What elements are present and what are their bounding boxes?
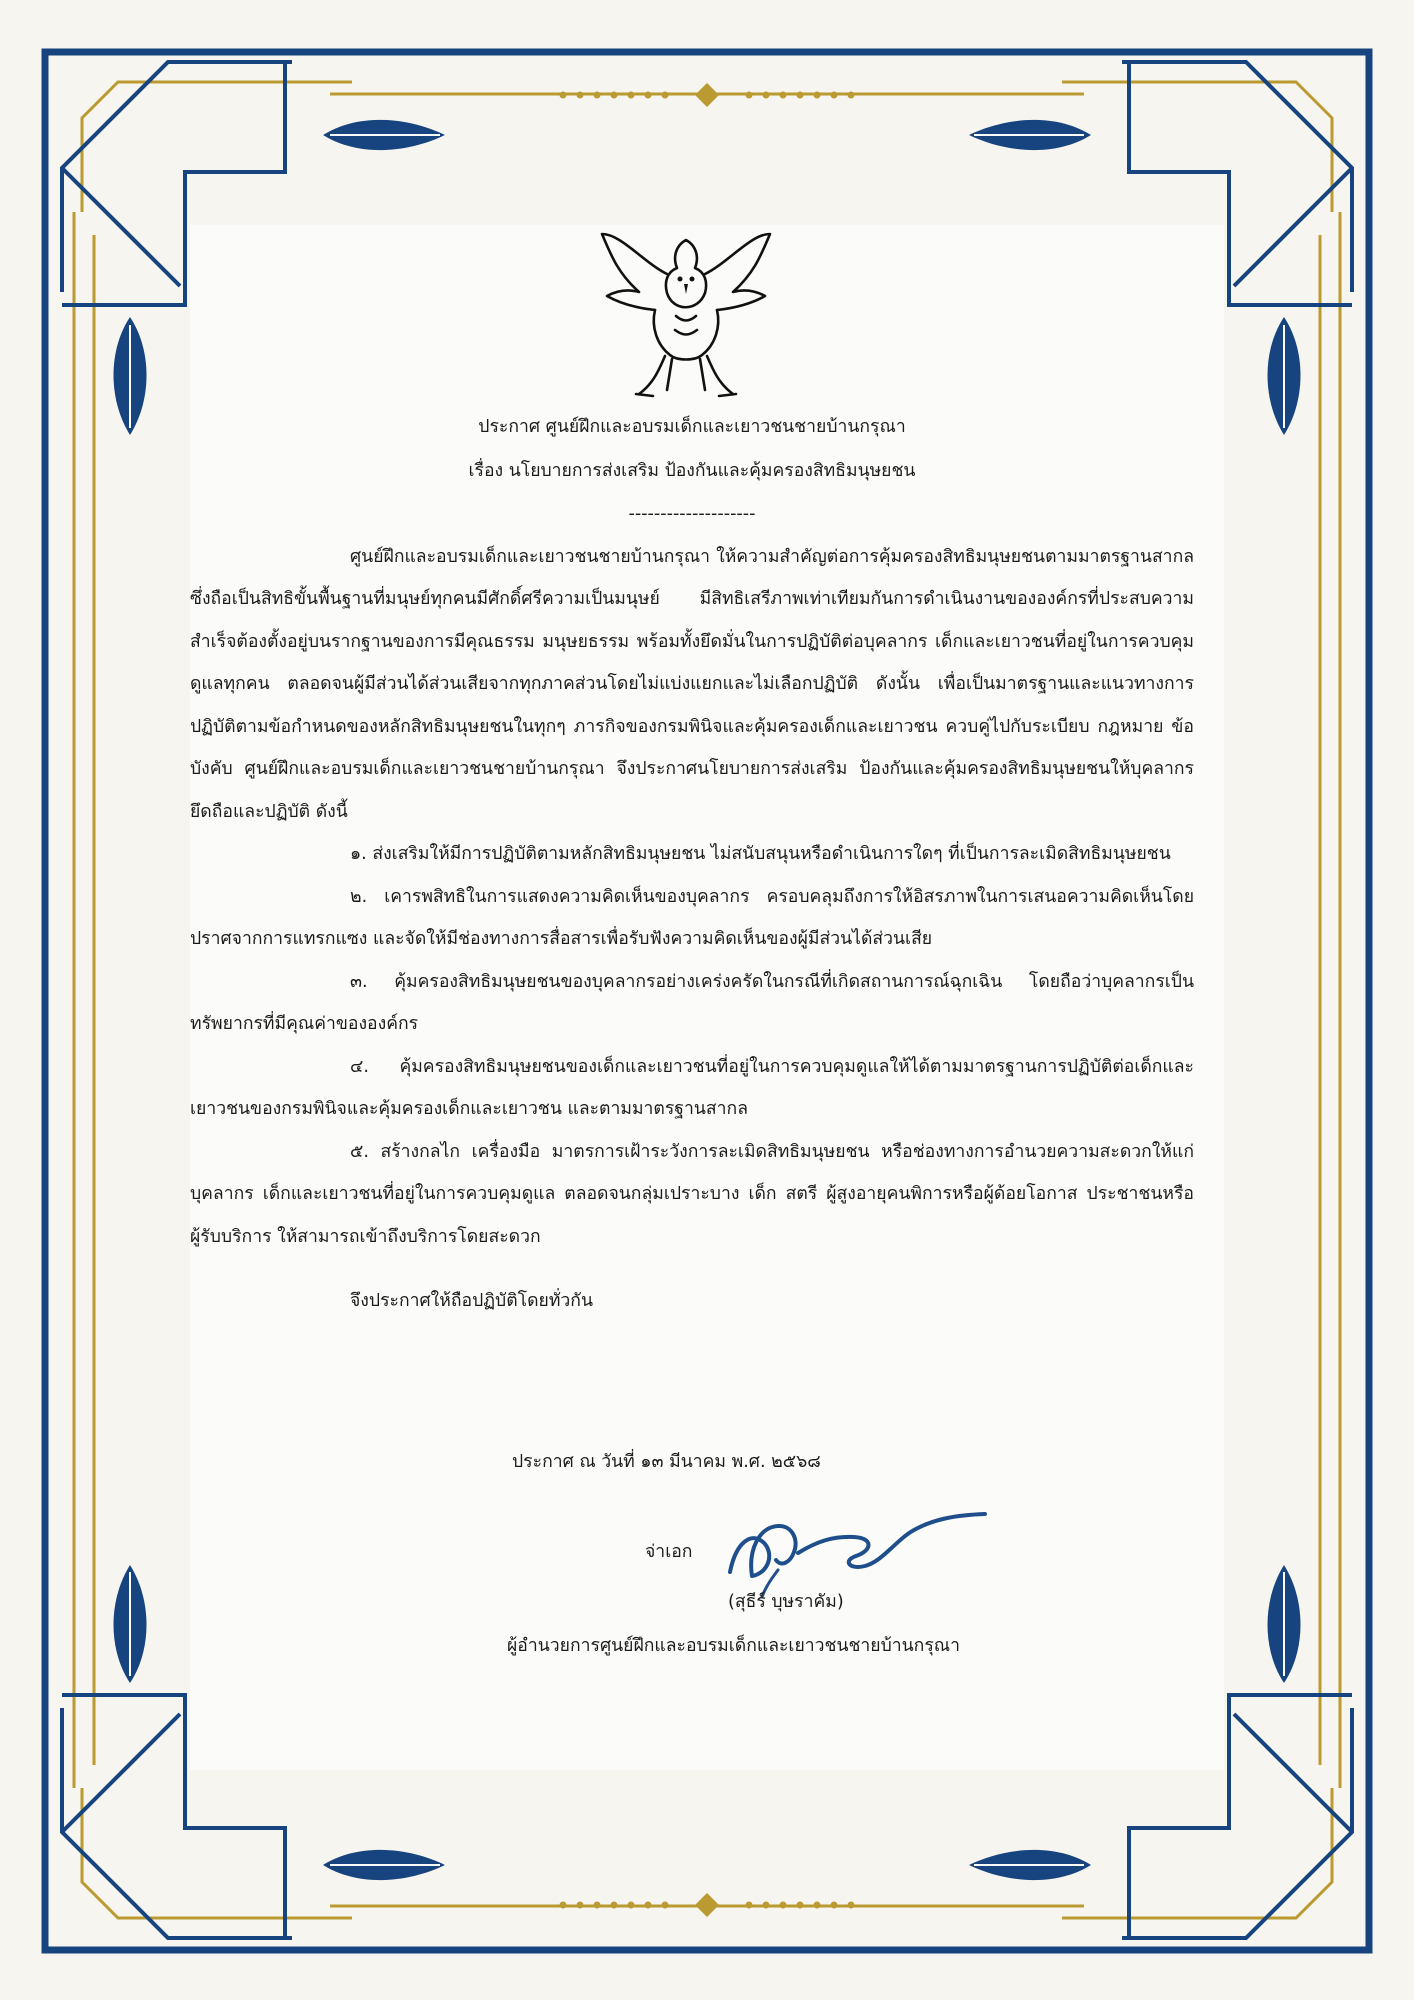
policy-item-3: ๓. คุ้มครองสิทธิมนุษยชนของบุคลากรอย่างเคร่งครัดในกรณีที่เกิดสถานการณ์ฉุกเฉิน โดยถือว่าบุคลากรเป็นทรัพยากรที่มีคุณค่าขององค์กร — [190, 971, 1194, 1034]
announcement-title-1: ประกาศ ศูนย์ฝึกและอบรมเด็กและเยาวชนชายบ้านกรุณา — [478, 417, 906, 437]
announcement-date: ประกาศ ณ วันที่ ๑๓ มีนาคม พ.ศ. ๒๕๖๘ — [512, 1452, 821, 1472]
policy-item-2: ๒. เคารพสิทธิในการแสดงความคิดเห็นของบุคลากร ครอบคลุมถึงการให้อิสรภาพในการเสนอความคิดเห็นโดยปราศจากการแทรกแซง และจัดให้มีช่องทางการสื่อสารเพื่อรับฟังความคิดเห็นของผู้มีส่วนได้ส่วนเสีย — [190, 886, 1194, 949]
closing-statement: จึงประกาศให้ถือปฏิบัติโดยทั่วกัน — [350, 1291, 593, 1311]
signer-title: ผู้อำนวยการศูนย์ฝึกและอบรมเด็กและเยาวชนชายบ้านกรุณา — [507, 1636, 960, 1656]
intro-paragraph: ศูนย์ฝึกและอบรมเด็กและเยาวชนชายบ้านกรุณา ให้ความสำคัญต่อการคุ้มครองสิทธิมนุษยชนตามมาตรฐานสากลซึ่งถือเป็นสิทธิขั้นพื้นฐานที่มนุษย์ทุกคนมีศักดิ์ศรีความเป็นมนุษย์ มีสิทธิเสรีภาพเท่าเทียมกันการดำเนินงานขององค์กรที่ประสบความสำเร็จต้องตั้งอยู่บนรากฐานของการมีคุณธรรม มนุษยธรรม พร้อมทั้งยึดมั่นในการปฏิบัติต่อบุคลากร เด็กและเยาวชนที่อยู่ในการควบคุมดูแลทุกคน ตลอดจนผู้มีส่วนได้ส่วนเสียจากทุกภาคส่วนโดยไม่แบ่งแยกและไม่เลือกปฏิบัติ ดังนั้น เพื่อเป็นมาตรฐานและแนวทางการปฏิบัติตามข้อกำหนดของหลักสิทธิมนุษยชนในทุกๆ ภารกิจของกรมพินิจและคุ้มครองเด็กและเยาวชน ควบคู่ไปกับระเบียบ กฎหมาย ข้อบังคับ ศูนย์ฝึกและอบรมเด็กและเยาวชนชายบ้านกรุณา จึงประกาศนโยบายการส่งเสริม ป้องกันและคุ้มครองสิทธิมนุษยชนให้บุคลากรยึดถือและปฏิบัติ ดังนี้ — [190, 546, 1194, 822]
policy-item-4: ๔. คุ้มครองสิทธิมนุษยชนของเด็กและเยาวชนที่อยู่ในการควบคุมดูแลให้ได้ตามมาตรฐานการปฏิบัติต่อเด็กและเยาวชนของกรมพินิจและคุ้มครองเด็กและเยาวชน และตามมาตรฐานสากล — [190, 1056, 1194, 1119]
announcement-body — [190, 405, 1214, 1323]
title-separator: -------------------- — [628, 504, 756, 524]
signer-rank: จ่าเอก — [645, 1542, 693, 1562]
announcement-title-2: เรื่อง นโยบายการส่งเสริม ป้องกันและคุ้มครองสิทธิมนุษยชน — [468, 461, 916, 481]
garuda-emblem-icon — [597, 224, 775, 404]
policy-item-1: ๑. ส่งเสริมให้มีการปฏิบัติตามหลักสิทธิมนุษยชน ไม่สนับสนุนหรือดำเนินการใดๆ ที่เป็นการละเมิดสิทธิมนุษยชน — [350, 844, 1171, 864]
signer-name: (สุธีร์ บุษราคัม) — [728, 1592, 844, 1612]
policy-item-5: ๕. สร้างกลไก เครื่องมือ มาตรการเฝ้าระวังการละเมิดสิทธิมนุษยชน หรือช่องทางการอำนวยความสะดวกให้แก่ บุคลากร เด็กและเยาวชนที่อยู่ในการควบคุมดูแล ตลอดจนกลุ่มเปราะบาง เด็ก สตรี ผู้สูงอายุคนพิการหรือผู้ด้อยโอกาส ประชาชนหรือผู้รับบริการ ให้สามารถเข้าถึงบริการโดยสะดวก — [190, 1141, 1194, 1247]
